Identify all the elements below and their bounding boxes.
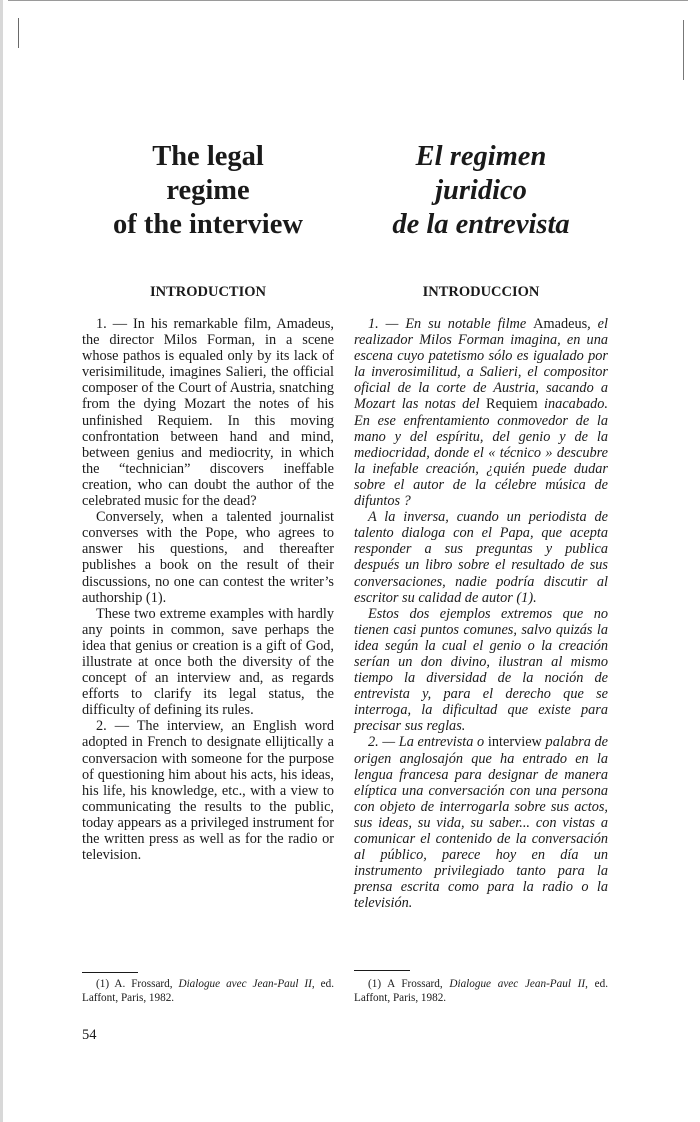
scan-margin-mark xyxy=(18,18,19,48)
scan-top-edge xyxy=(8,0,688,1)
spanish-paragraph-4 xyxy=(354,734,608,911)
text-run: 2. — La entrevista o xyxy=(368,734,488,751)
english-paragraph-2: Conversely, when a talented journalist converses with the Pope, who agrees to answer his questions, and thereafter publishes a book on the result of their discussions, no one can contest the writer’s authorship (1). xyxy=(82,509,334,606)
text-run: Estos dos ejemplos extremos que no tienen casi puntos comunes, salvo quizás la idea según la cual el genio o la creación serían un don divino, ilustran al mismo tiempo la diversidad de la noción de entrevista y, para el derecho que se interroga, la dificultad que existe para precisar sus reglas. xyxy=(354,605,608,735)
english-section-heading: INTRODUCTION xyxy=(149,284,266,300)
english-paragraph-3: These two extreme examples with hardly any points in common, save perhaps the idea that genius or creation is a gift of God, illustrate at once both the diversity of the concept of an interview and, as regards efforts to clarify its legal status, the difficulty of defining its rules. xyxy=(82,605,334,719)
english-title-line: of the interview xyxy=(113,209,303,240)
footnote-rule xyxy=(354,970,410,971)
english-body xyxy=(82,316,334,863)
english-title-line: regime xyxy=(166,175,250,206)
spanish-paragraph-3 xyxy=(354,606,608,735)
english-title-line: The legal xyxy=(152,141,264,172)
spanish-title xyxy=(354,140,608,242)
page-edge-shadow xyxy=(0,0,3,1122)
spanish-title-line: juridico xyxy=(435,175,527,206)
spanish-section-heading: INTRODUCCION xyxy=(422,284,540,300)
english-paragraph-1: 1. — In his remarkable film, Amadeus, the director Milos Forman, in a scene whose pathos is equaled only by its lack of verisimilitude, imagines Salieri, the official composer of the Court of Austria, snatching from the dying Mozart the notes of his unfinished Requiem. In this moving confrontation between hand and mind, between genius and mediocrity, in which the “technician” discovers ineffable creation, who can doubt the author of the celebrated music for the dead? xyxy=(82,316,334,510)
scan-margin-mark-right xyxy=(683,20,684,80)
footnote-citation: (1) A. Frossard, xyxy=(96,978,179,990)
work-title: Requiem xyxy=(486,396,538,413)
english-loanword: interview xyxy=(487,734,542,751)
footnote-publisher: , ed. Laffont, Paris, 1982. xyxy=(354,978,609,1004)
spanish-title-line: El regimen xyxy=(415,141,547,172)
footnote-rule xyxy=(82,972,138,973)
spanish-paragraph-1 xyxy=(354,316,608,509)
footnote-publisher: , ed. Laffont, Paris, 1982. xyxy=(82,978,334,1004)
spanish-title-line: de la entrevista xyxy=(392,209,570,240)
text-run: 1. — En su notable filme xyxy=(368,316,534,332)
footnote-work-title: Dialogue avec Jean-Paul II xyxy=(178,978,312,990)
page-number: 54 xyxy=(82,1027,97,1043)
text-run: A la inversa, cuando un periodista de talento dialoga con el Papa, que acepta responder a sus preguntas y publica después un libro sobre el resultado de sus conversaciones, nadie podría discutir al escritor su calidad de autor (1). xyxy=(354,509,608,606)
spanish-body xyxy=(354,316,608,911)
spanish-paragraph-2 xyxy=(354,509,608,606)
footnote-work-title: Dialogue avec Jean-Paul II xyxy=(449,978,586,990)
spanish-footnote xyxy=(354,978,608,1005)
text-run: palabra de origen anglosajón que ha entrado en la lengua francesa para designar de manera elíptica una conversación con una persona con objeto de interrogarla sobre sus actos, sus ideas, su vida, su saber... con vistas a comunicar el contenido de la conversación al público, parece hoy en día un instrumento privilegiado tanto para la prensa escrita como para la radio o la televisión. xyxy=(354,734,609,912)
english-title xyxy=(82,140,334,242)
english-paragraph-4: 2. — The interview, an English word adopted in French to designate ellijtically a conversacion with someone for the purpose of questioning him about his acts, his ideas, his life, his knowledge, etc., with a view to communicating the results to the public, today appears as a privileged instrument for the written press as well as for the radio or television. xyxy=(82,718,334,864)
film-title: Amadeus xyxy=(533,316,588,332)
footnote-citation: (1) A Frossard, xyxy=(368,978,450,990)
english-footnote xyxy=(82,978,334,1005)
text-run: , el realizador Milos Forman imagina, en una escena cuyo patetismo sólo es igualado por la inverosimilitud, a Salieri, el compositor oficial de la corte de Austria, sacando a Mozart las notas del xyxy=(354,316,608,413)
text-run: inacabado. En ese enfrentamiento conmovedor de la mano y del espíritu, del genio y de la mediocridad, donde el « técnico » descubre la inefable creación, ¿quién puede dudar sobre el autor de la célebre música de difuntos ? xyxy=(354,396,608,510)
